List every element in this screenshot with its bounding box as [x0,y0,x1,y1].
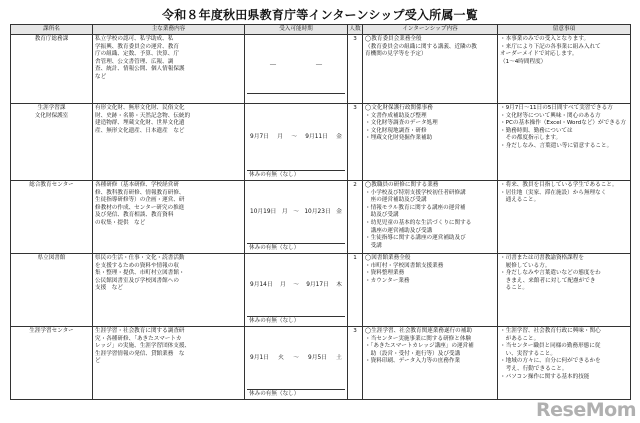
intern-line: ◯生涯学習、社会教育関連業務遂行の補助 [365,328,472,334]
dept-cell [11,181,93,254]
notes-cell [498,181,631,254]
content-line: 究・各種研修、「あきたスマートカ [95,335,182,342]
period-range [247,328,345,389]
note-line: オーダーメイドで対応します。 [500,51,578,58]
note-line: ・文化財等について興味・関心のある方 [500,112,601,119]
period-end-day: 土 [336,354,342,361]
content-line: 学振興、教育委員会の運営、教育 [95,43,179,50]
intern-line: ・資料印刷、データ入力等の庶務作業 [365,358,461,365]
content-line: 修、教科教育研修、情報教育研修、 [95,189,185,196]
intern-line: ◯文化財保護行政関係事務 [365,105,433,111]
count-cell: 1 [348,254,363,327]
content-line: 舎管理、公文書管理、広報、調 [95,58,174,65]
period-holiday: 休みの有無（なし） [247,170,345,179]
period-start-day: 火 [278,354,284,361]
dept-name: 文化財保護室 [34,112,69,119]
intern-cell [363,104,498,181]
period-start-day: 月 [281,208,288,215]
note-line: 考え、行動できること。 [500,365,568,372]
dept-name: 生涯学習課 [37,105,66,111]
internship-table [10,24,631,400]
content-line: 財、史跡・名勝・天然記念物、伝統的 [95,112,191,119]
intern-line: ・市町村・学校図書館支援業務 [365,262,444,269]
table-row [11,254,631,327]
header-period: 受入可能時期 [245,25,348,35]
period-end-day: 木 [336,281,342,288]
dept-cell [11,327,93,400]
header-dept: 課所名 [11,25,93,35]
content-cell [93,254,245,327]
intern-line: ・文化財現地調査・研修 [365,127,427,134]
note-line: ・来庁により下記の各事業に組み入れて [500,43,601,50]
period-box [247,255,345,325]
intern-line: ・「あきたスマートカレッジ講座」の運営補 [365,343,474,350]
note-line: きまえ、来館者に対して配慮ができ [500,277,596,284]
period-end-day: 金 [336,208,342,215]
dept-cell [11,104,93,181]
note-line: ・司書または司書教諭資格課程を [500,255,584,261]
content-line: 有形文化財、無形文化財、民俗文化 [95,105,185,111]
note-line: ・パソコン操作に関する基本的技能 [500,373,590,380]
period-end: 9月5日 [308,354,328,361]
period-dash: － [269,59,277,69]
period-start-day: 月 [277,133,284,140]
notes-cell [498,35,631,104]
content-line: 建造物群、埋蔵文化財、世界文化遺 [95,120,185,127]
intern-line: ・情報モラル教育に関する講座の運営補 [365,204,466,211]
note-line: ・将来、教員を目指している学生であること。 [500,182,618,188]
content-line: 査、統計、情報公開、個人情報保護 [95,66,185,73]
content-line: など [95,73,107,80]
content-line: 県民の生活・仕事・文化・読書活動 [95,255,185,261]
notes-cell [498,254,631,327]
note-line: ・生涯学習、社会教育行政に興味・関心 [500,328,601,334]
note-line: ・9月7日～11日の5日間すべて実習できる方 [500,105,613,111]
period-sep: ～ [293,208,299,215]
period-start: 9月7日 [250,133,269,140]
table-row [11,181,631,254]
period-box [247,182,345,252]
page-title: 令和８年度秋田県教育庁等インターンシップ受入所属一覧 [162,8,478,22]
period-cell [245,181,348,254]
period-start: 10月19日 [250,208,277,215]
note-line: その都度指示します。 [500,135,562,142]
intern-line: 助及び受講 [365,212,399,219]
intern-line: （教育委員会の組織に関する講義、近隣の教 [365,43,477,50]
period-holiday: 休みの有無（なし） [247,243,345,252]
intern-line: 助（設営・受付・進行等）及び受講 [365,350,461,357]
note-line: ・勤務時間、勤務については [500,127,573,134]
intern-line: ◯教育委員会業務全般 [365,36,422,42]
content-line: レッジ」の実施、生涯学習団体支援、 [95,343,191,350]
content-line: 生徒指導研修等）の企画・運営、研 [95,197,185,204]
intern-cell [363,35,498,104]
period-cell [245,327,348,400]
intern-line: 受講 [365,242,382,249]
intern-line: ・資料整理業務 [365,270,405,277]
note-line: ・身だしなみや言葉遣いなどの態度をわ [500,270,601,277]
count-cell: 3 [348,104,363,181]
period-dash: － [315,59,323,69]
content-line: 産、無形文化遺産、日本遺産 など [95,127,185,134]
note-line: （1～4時間程度） [500,58,547,65]
period-start: 9月14日 [250,281,273,288]
intern-line: 講座の運営補助及び受講 [365,227,433,234]
content-line: 修教材の作成、センター研究の推進 [95,204,185,211]
content-line: 生涯学習情報の発信、貸館業務 な [95,350,185,357]
table-row [11,104,631,181]
note-line: ること。 [500,285,528,292]
period-holiday: 休みの有無（なし） [247,389,345,398]
header-notes: 留意事項 [498,25,631,35]
period-range [247,105,345,170]
note-line: ・当センター職員と同様の勤務形態に従 [500,343,601,350]
table-row [11,35,631,104]
dept-cell [11,254,93,327]
period-box [247,105,345,179]
intern-line: ・埋蔵文化財発掘作業補助 [365,135,433,142]
period-end: 9月11日 [305,133,328,140]
intern-line: 座の運営補助及び受講 [365,197,427,204]
content-cell [93,35,245,104]
period-holiday: 休みの有無（なし） [247,316,345,325]
content-line: ど [95,358,101,365]
dept-name: 総合教育センター [29,182,74,188]
period-sep: ～ [291,133,298,140]
content-line: 生涯学習・社会教育に関する調査研 [95,328,185,334]
period-range [247,255,345,316]
content-line: 私立学校の認可、私学助成、私 [95,36,174,42]
resemom-watermark: ReseMom [536,399,636,421]
intern-cell [363,327,498,400]
dept-name: 生涯学習センター [29,328,74,334]
intern-line: ◯図書館業務全般 [365,255,411,261]
note-line: ・居住地（実家、滞在施設）から無理なく [500,189,607,196]
dept-cell [11,35,93,104]
period-cell [245,104,348,181]
count-cell: 2 [348,181,363,254]
period-end: 10月23日 [304,208,331,215]
intern-line: ・当センター実施事業に関する研修と体験 [365,335,472,342]
period-start-day: 月 [279,281,286,288]
content-line: 各種研修（基本研修、学校経営研 [95,182,179,188]
intern-line: ・小学校及び特別支援学校初任者研修講 [365,189,466,196]
header-content: 主な業務内容 [93,25,245,35]
notes-cell [498,327,631,400]
content-line: 集・整理・提供、市町村立図書館・ [95,270,185,277]
intern-line: ◯教職員の研修に関する業務 [365,182,439,188]
content-line: 支援 など [95,285,123,292]
intern-cell [363,254,498,327]
dept-name: 教育庁総務課 [34,36,69,42]
count-cell: 3 [348,327,363,400]
note-line: い、実習すること。 [500,350,556,357]
period-range [247,36,345,93]
content-line: 公民館図書室及び学校図書館への [95,277,179,284]
period-cell [245,35,348,104]
note-line: ・地域の方々に、自分に何ができるかを [500,358,601,365]
period-end: 9月17日 [306,281,329,288]
period-box [247,36,345,102]
period-cell [245,254,348,327]
content-line: を支援するための資料や情報の収 [95,262,179,269]
intern-line: 育機関の見学等を予定） [365,51,427,58]
note-line: ・PCの基本操作（Excel・Wordなど）ができる方 [500,120,626,127]
period-start: 9月1日 [250,354,269,361]
content-cell [93,181,245,254]
period-sep: ～ [293,354,299,361]
content-cell [93,104,245,181]
intern-line: ・幼児児童の基本的な生活づくりに関する [365,219,472,226]
content-line: 及び発信、教育相談、教育資料 [95,212,174,219]
content-line: の収集・提供 など [95,219,146,226]
intern-line: ・カウンター業務 [365,277,410,284]
intern-cell [363,181,498,254]
count-cell: 3 [348,35,363,104]
note-line: 履修している方。 [500,262,551,269]
intern-line: ・文書作成補助及び整理 [365,112,427,119]
table-row [11,327,631,400]
note-line: があること。 [500,335,540,342]
period-box [247,328,345,398]
notes-cell [498,104,631,181]
note-line: ・身だしなみ、言葉遣い等に留意すること。 [500,142,613,149]
period-sep: ～ [293,281,299,288]
intern-line: ・生徒指導に関する講座の運営補助及び [365,235,466,242]
intern-line: ・文化財等調査のデータ処理 [365,120,438,127]
period-range [247,182,345,243]
period-end-day: 金 [336,133,342,140]
content-line: 庁の組織、定数、予算、決算、庁 [95,51,179,58]
period-holiday [247,93,345,102]
dept-name: 県立図書館 [37,255,66,261]
content-cell [93,327,245,400]
header-count: 人数 [348,25,363,35]
header-row [11,25,631,35]
note-line: 通えること。 [500,197,540,204]
note-line: ・本事業のみでの受入となります。 [500,36,590,42]
header-intern: インターンシップ内容 [363,25,498,35]
